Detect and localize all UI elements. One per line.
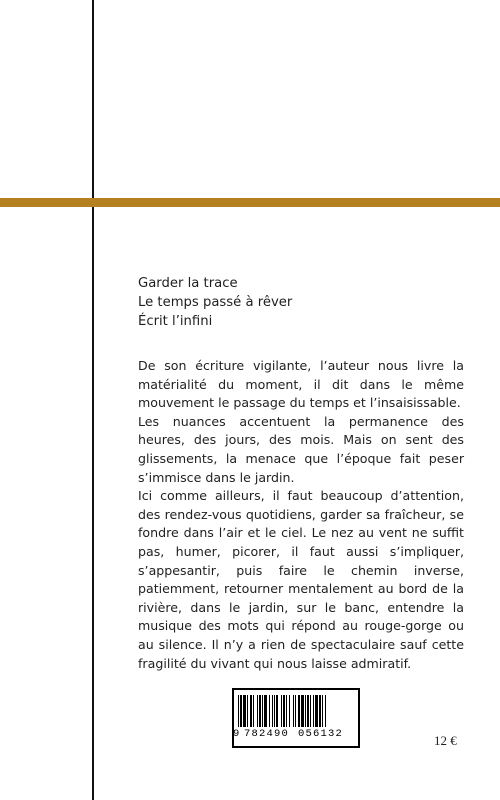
barcode-bar [281,695,282,727]
barcode-bar [298,695,300,727]
title-line: Le temps passé à rêver [138,295,293,310]
barcode-right-digits: 056132 [298,728,344,740]
blurb-paragraph: De son écriture vigilante, l’auteur nous livre la matérialité du moment, il dit dans le même mouvement le passage du temps et l’insaisissable. [138,358,464,411]
barcode-bar [307,695,309,727]
barcode-bar [315,695,318,727]
blurb-paragraph: Ici comme ailleurs, il faut beaucoup d’attention, des rendez-vous quotidiens, garder sa fraîcheur, se fondre dans l’air et le ciel. Le nez au vent ne suffit pas, humer, picorer, il faut aussi s’impliquer, s’appesantir, puis faire le chemin inverse, patiemment, retourner mentalement au bord de la rivière, dans le jardin, sur le banc, entendre la musique des mots qui répond au rouge-gorge ou au silence. Il n’y a rien de spectaculaire sauf cette fragilité du vivant qui nous laisse admiratif. [138,488,464,671]
title-line: Garder la trace [138,276,238,291]
barcode-bar [264,695,267,727]
vertical-rule [92,0,94,800]
barcode-bar [289,695,290,727]
barcode-bar [310,695,311,727]
barcode-bar [262,695,263,727]
barcode-bar [319,695,321,727]
barcode-bar [283,695,285,727]
title-list [138,274,292,331]
blurb-paragraph: Les nuances accentuent la permanence des heures, des jours, des mois. Mais on sent des glissements, la menace que l’époque fait peser s’immisce dans le jardin. [138,413,464,485]
barcode-bar [243,695,246,727]
barcode-bar [276,695,278,727]
barcode-bar [238,695,239,727]
title-line: Écrit l’infini [138,314,213,329]
barcode-left-digits: 782490 [244,728,290,740]
barcode-bar [257,695,258,727]
barcode-bar [269,695,270,727]
barcode-bar [295,695,296,727]
barcode-bar [313,695,314,727]
barcode-bar [259,695,261,727]
barcode-first-digit: 9 [233,728,240,740]
barcode-bar [272,695,273,727]
barcode-bar [286,695,287,727]
barcode-bar [322,695,323,727]
barcode-bars [238,695,354,727]
barcode-bar [253,695,254,727]
ochre-band [0,198,500,207]
back-cover-blurb [138,357,464,673]
barcode-bar [250,695,252,727]
barcode-bar [240,695,242,727]
barcode-bar [325,695,326,727]
barcode-bar [247,695,248,727]
isbn-barcode [232,688,360,748]
barcode-bar [301,695,304,727]
barcode-bar [293,695,294,727]
price-label: 12 € [434,733,457,748]
barcode-bar [274,695,275,727]
barcode-bar [305,695,306,727]
